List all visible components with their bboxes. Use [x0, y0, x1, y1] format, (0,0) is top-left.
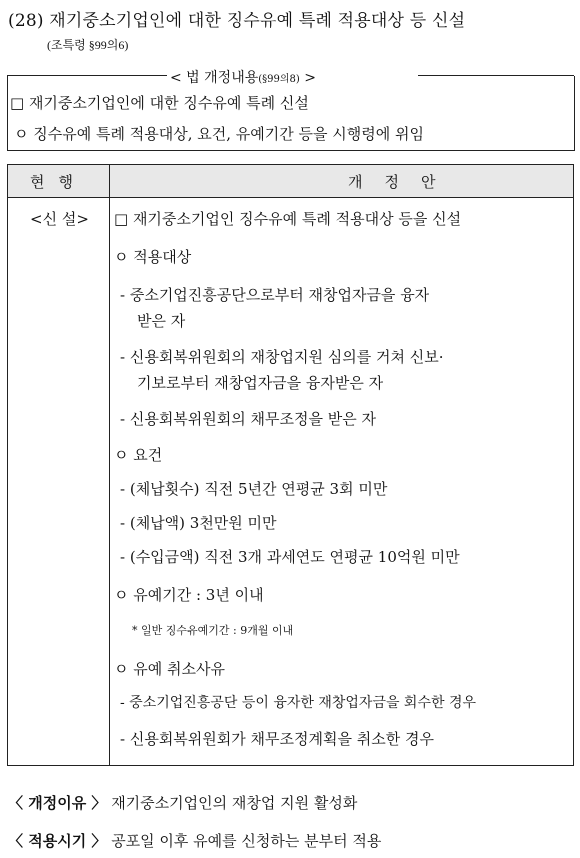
table-row: ㅇ 요건	[114, 446, 163, 464]
summary-heading-text: < 법 개정내용	[170, 70, 259, 86]
summary-heading-end: >	[299, 70, 317, 86]
table-row: 기보로부터 재창업자금을 융자받은 자	[137, 374, 384, 392]
timing-section	[8, 830, 381, 851]
table-row: ㅇ 유예기간 : 3년 이내	[114, 586, 264, 604]
table-column-divider	[109, 165, 110, 765]
table-row: - 중소기업진흥공단 등이 융자한 재창업자금을 회수한 경우	[120, 695, 477, 711]
table-row: - 신용회복위원회의 채무조정을 받은 자	[120, 410, 376, 428]
reason-text: 재기중소기업인의 재창업 지원 활성화	[111, 794, 358, 812]
header-proposed: 개정안	[348, 173, 458, 191]
table-note: * 일반 징수유예기간 : 9개월 이내	[132, 624, 294, 637]
summary-heading-ref: (§99의8)	[258, 74, 300, 85]
current-new-label: <신 설>	[30, 210, 89, 228]
comparison-table	[7, 164, 574, 766]
table-row: - (체납액) 3천만원 미만	[120, 514, 277, 532]
law-reference: (조특령 §99의6)	[47, 38, 129, 52]
summary-line-1: □ 재기중소기업인에 대한 징수유예 특례 신설	[10, 94, 309, 112]
table-header	[8, 165, 573, 198]
table-row: - 중소기업진흥공단으로부터 재창업자금을 융자	[120, 286, 430, 304]
table-row: □ 재기중소기업인 징수유예 특례 적용대상 등을 신설	[114, 210, 462, 228]
reason-section	[8, 792, 357, 813]
table-row: - 신용회복위원회의 재창업지원 심의를 거쳐 신보·	[120, 348, 444, 366]
table-row: - 신용회복위원회가 채무조정계획을 취소한 경우	[120, 730, 434, 748]
timing-text: 공포일 이후 유예를 신청하는 분부터 적용	[111, 832, 382, 850]
table-row: - (수입금액) 직전 3개 과세연도 연평균 10억원 미만	[120, 548, 460, 566]
header-current: 현행	[30, 173, 87, 191]
reason-label: 〈 개정이유 〉	[8, 794, 107, 812]
table-row: ㅇ 유예 취소사유	[114, 660, 225, 678]
table-row: ㅇ 적용대상	[114, 248, 192, 266]
table-row: 받은 자	[137, 312, 186, 330]
page-title: (28) 재기중소기업인에 대한 징수유예 특례 적용대상 등 신설	[8, 11, 466, 31]
timing-label: 〈 적용시기 〉	[8, 832, 107, 850]
summary-line-2: ㅇ 징수유예 특례 적용대상, 요건, 유예기간 등을 시행령에 위임	[14, 125, 424, 143]
summary-heading	[170, 67, 316, 87]
table-row: - (체납횟수) 직전 5년간 연평균 3회 미만	[120, 480, 388, 498]
